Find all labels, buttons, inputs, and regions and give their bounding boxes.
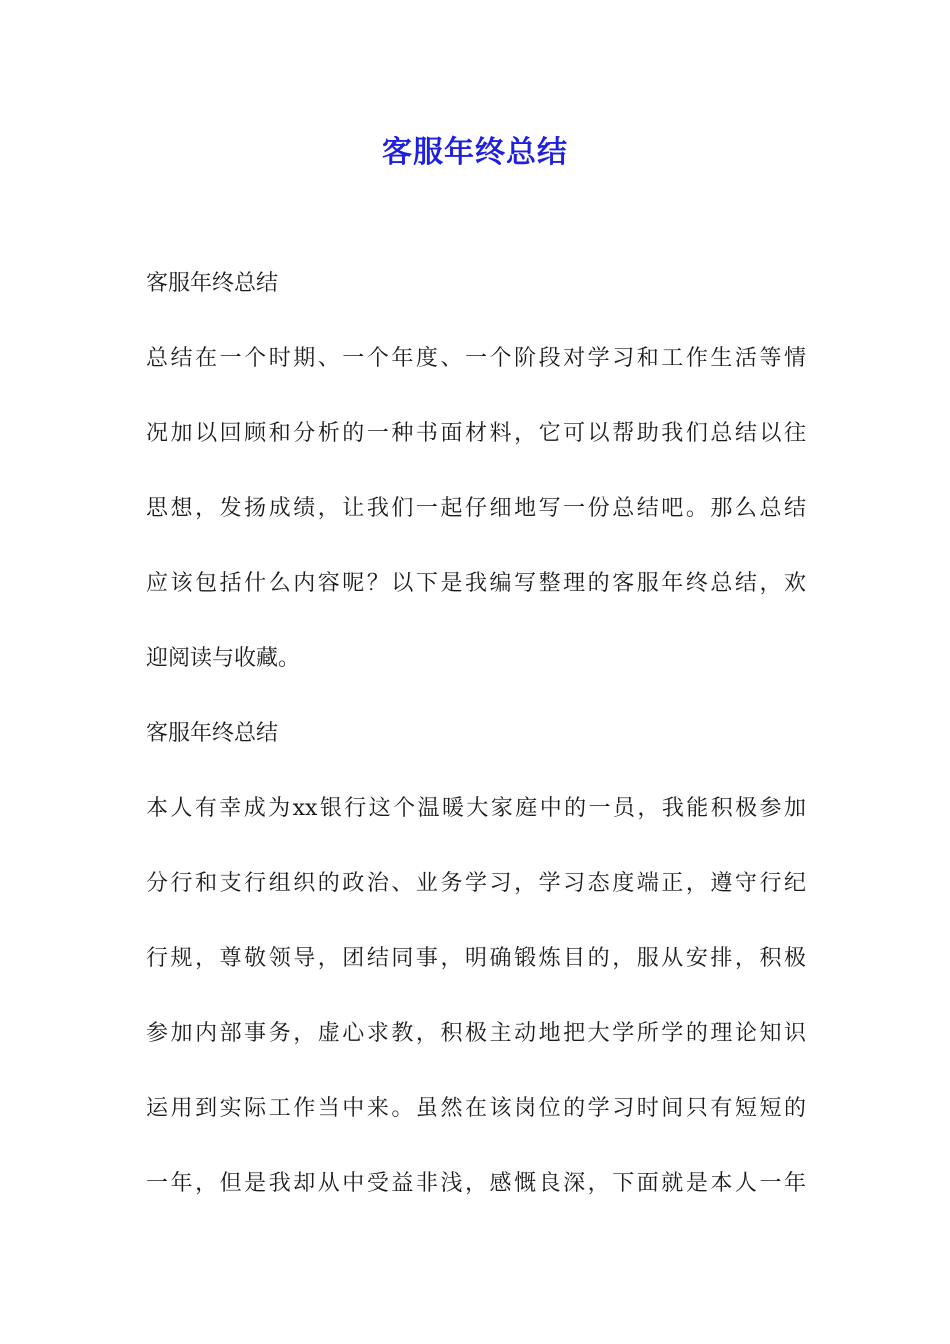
paragraph-line: 应该包括什么内容呢？以下是我编写整理的客服年终总结，欢 bbox=[146, 571, 806, 596]
paragraph-line: 行规，尊敬领导，团结同事，明确锻炼目的，服从安排，积极 bbox=[146, 946, 806, 971]
paragraph-line: 思想，发扬成绩，让我们一起仔细地写一份总结吧。那么总结 bbox=[146, 496, 806, 521]
paragraph-line: 总结在一个时期、一个年度、一个阶段对学习和工作生活等情 bbox=[146, 346, 806, 371]
paragraph-line: 参加内部事务，虚心求教，积极主动地把大学所学的理论知识 bbox=[146, 1021, 806, 1046]
paragraph-line: 况加以回顾和分析的一种书面材料，它可以帮助我们总结以往 bbox=[146, 421, 806, 446]
document-title: 客服年终总结 bbox=[382, 135, 568, 170]
section-heading: 客服年终总结 bbox=[146, 721, 279, 746]
paragraph-line: 一年，但是我却从中受益非浅，感慨良深，下面就是本人一年 bbox=[146, 1171, 806, 1196]
paragraph-line: 本人有幸成为xx银行这个温暖大家庭中的一员，我能积极参加 bbox=[146, 796, 806, 821]
section-heading: 客服年终总结 bbox=[146, 271, 279, 296]
paragraph-line: 迎阅读与收藏。 bbox=[146, 646, 301, 671]
paragraph-line: 运用到实际工作当中来。虽然在该岗位的学习时间只有短短的 bbox=[146, 1096, 806, 1121]
paragraph-line: 分行和支行组织的政治、业务学习，学习态度端正，遵守行纪 bbox=[146, 871, 806, 896]
